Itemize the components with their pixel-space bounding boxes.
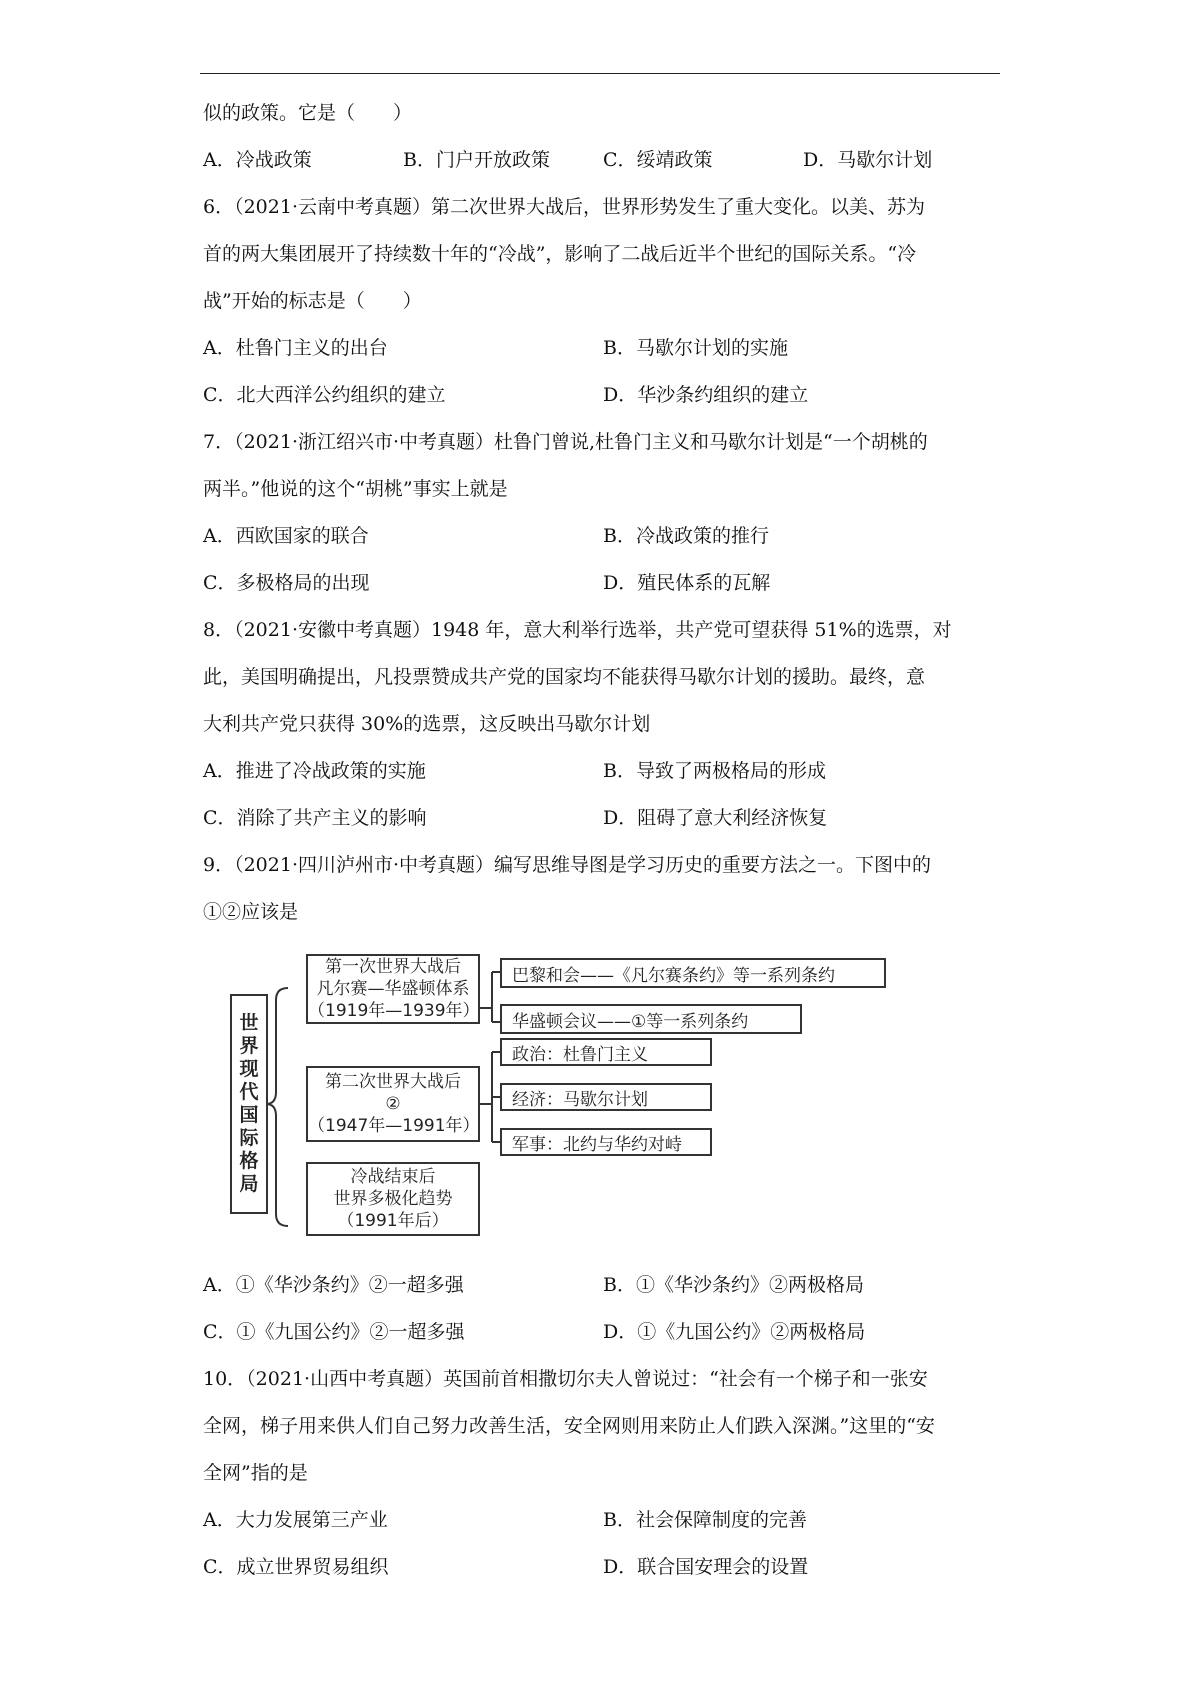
q10-option-a: A．大力发展第三产业 [203, 1509, 388, 1531]
q8-line-1: 8．（2021·安徽中考真题）1948 年，意大利举行选举，共产党可望获得 51%的选票，对 [203, 619, 952, 641]
q6-option-c: C．北大西洋公约组织的建立 [203, 384, 446, 406]
q6-line-2: 首的两大集团展开了持续数十年的“冷战”，影响了二战后近半个世纪的国际关系。“冷 [203, 243, 917, 265]
q8-line-2: 此，美国明确提出，凡投票赞成共产党的国家均不能获得马歇尔计划的援助。最终，意 [203, 666, 926, 688]
q9-options-row-1 [203, 1262, 1003, 1309]
q9-options-row-2 [203, 1309, 1003, 1356]
root-char: 世 [239, 1012, 259, 1034]
mind-map-diagram [230, 944, 1003, 1262]
q7-option-a: A．西欧国家的联合 [203, 525, 369, 547]
q10-options-row-1 [203, 1497, 1003, 1544]
period-2-line-2: ② [385, 1094, 401, 1114]
q10-line-2: 全网，梯子用来供人们自己努力改善生活，安全网则用来防止人们跌入深渊。”这里的“安 [203, 1415, 935, 1437]
root-char: 代 [239, 1081, 259, 1103]
q10-option-c: C．成立世界贸易组织 [203, 1556, 389, 1578]
period-3-line-3: （1991年后） [337, 1211, 449, 1231]
root-char: 际 [239, 1127, 259, 1149]
period-2-box [306, 1066, 480, 1142]
q9-option-c: C．①《九国公约》②一超多强 [203, 1321, 465, 1343]
q7-line-2: 两半。”他说的这个“胡桃”事实上就是 [203, 478, 508, 500]
q6-options-row-1 [203, 325, 1003, 372]
q5-option-c: C．绥靖政策 [603, 149, 713, 171]
q10-options-row-2 [203, 1544, 1003, 1591]
mind-map-root [230, 994, 268, 1214]
q7-option-b: B．冷战政策的推行 [603, 525, 769, 547]
q9-line-2: ①②应该是 [203, 901, 299, 923]
q7-option-c: C．多极格局的出现 [203, 572, 370, 594]
q9-option-d: D．①《九国公约》②两极格局 [603, 1321, 866, 1343]
period-2-item-3: 军事：北约与华约对峙 [500, 1128, 712, 1156]
q10-line-3: 全网”指的是 [203, 1462, 308, 1484]
period-3-box [306, 1162, 480, 1236]
root-char: 局 [239, 1173, 259, 1195]
q8-option-b: B．导致了两极格局的形成 [603, 760, 826, 782]
q7-option-d: D．殖民体系的瓦解 [603, 572, 771, 594]
q7-options-row-1 [203, 513, 1003, 560]
q5-stem: 似的政策。它是（ ） [203, 102, 413, 124]
period-2-line-3: （1947年—1991年） [308, 1116, 480, 1136]
period-1-item-2: 华盛顿会议——①等一系列条约 [500, 1004, 802, 1034]
period-2-line-1: 第二次世界大战后 [325, 1072, 461, 1092]
q10-line-1: 10．（2021·山西中考真题）英国前首相撒切尔夫人曾说过：“社会有一个梯子和一张安 [203, 1368, 928, 1390]
period2-brace [480, 1052, 500, 1142]
q6-option-d: D．华沙条约组织的建立 [603, 384, 809, 406]
period-1-box [306, 954, 480, 1024]
q10-option-d: D．联合国安理会的设置 [603, 1556, 809, 1578]
q7-line-1: 7．（2021·浙江绍兴市·中考真题）杜鲁门曾说,杜鲁门主义和马歇尔计划是“一个胡桃的 [203, 431, 928, 453]
q5-option-d: D．马歇尔计划 [803, 149, 933, 171]
q9-line-1: 9．（2021·四川泸州市·中考真题）编写思维导图是学习历史的重要方法之一。下图中的 [203, 854, 932, 876]
period-2-item-2: 经济：马歇尔计划 [500, 1083, 712, 1111]
q8-options-row-1 [203, 748, 1003, 795]
q8-line-3: 大利共产党只获得 30%的选票，这反映出马歇尔计划 [203, 713, 651, 735]
q5-option-a: A．冷战政策 [203, 149, 312, 171]
q6-line-1: 6．（2021·云南中考真题）第二次世界大战后，世界形势发生了重大变化。以美、苏为 [203, 196, 925, 218]
q5-options [203, 137, 1003, 184]
period-3-line-2: 世界多极化趋势 [333, 1189, 453, 1209]
q8-option-d: D．阻碍了意大利经济恢复 [603, 807, 828, 829]
q9-option-b: B．①《华沙条约》②两极格局 [603, 1274, 864, 1296]
q9-option-a: A．①《华沙条约》②一超多强 [203, 1274, 464, 1296]
period-1-line-1: 第一次世界大战后 [325, 957, 461, 977]
period-1-line-2: 凡尔赛—华盛顿体系 [316, 979, 470, 999]
q6-option-b: B．马歇尔计划的实施 [603, 337, 788, 359]
page-content [203, 90, 1003, 1591]
root-char: 现 [239, 1058, 259, 1080]
period1-brace [480, 972, 500, 1022]
q5-option-b: B．门户开放政策 [403, 149, 550, 171]
q10-option-b: B．社会保障制度的完善 [603, 1509, 807, 1531]
root-char: 格 [239, 1150, 259, 1172]
root-char: 国 [239, 1104, 259, 1126]
q8-option-c: C．消除了共产主义的影响 [203, 807, 427, 829]
q6-options-row-2 [203, 372, 1003, 419]
q6-line-3: 战”开始的标志是（ ） [203, 290, 422, 312]
q6-option-a: A．杜鲁门主义的出台 [203, 337, 388, 359]
period-1-item-1: 巴黎和会——《凡尔赛条约》等一系列条约 [500, 958, 886, 988]
root-brace [266, 988, 288, 1226]
period-2-item-1: 政治：杜鲁门主义 [500, 1038, 712, 1066]
header-rule [200, 73, 1000, 74]
q8-option-a: A．推进了冷战政策的实施 [203, 760, 426, 782]
q7-options-row-2 [203, 560, 1003, 607]
period-1-line-3: （1919年—1939年） [308, 1001, 480, 1021]
period-3-line-1: 冷战结束后 [350, 1167, 436, 1187]
q8-options-row-2 [203, 795, 1003, 842]
root-char: 界 [239, 1035, 259, 1057]
